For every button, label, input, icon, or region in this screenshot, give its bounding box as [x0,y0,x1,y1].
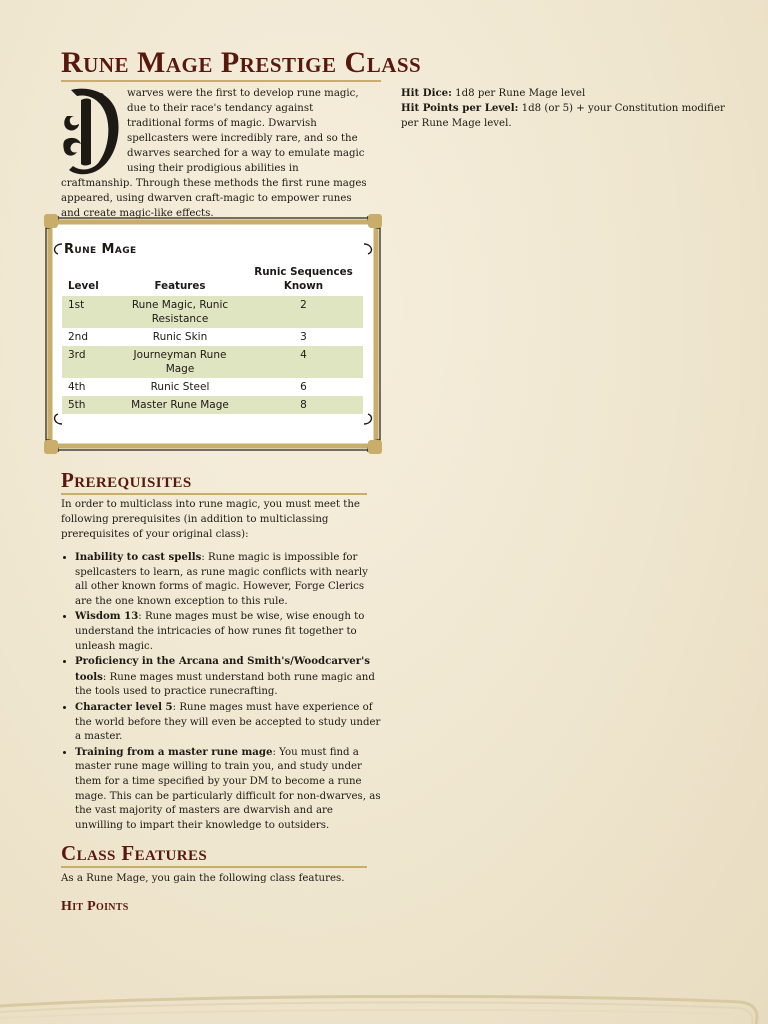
list-item [75,745,381,834]
list-item [75,550,381,609]
list-item [75,654,381,700]
cell-known: 6 [300,381,307,393]
cell-features: Runic Steel [150,381,210,393]
item-term: Character level 5 [75,700,173,713]
prerequisites-list [61,550,381,833]
class-features-intro: As a Rune Mage, you gain the following class features. [61,873,345,884]
page-title: Rune Mage Prestige Class [61,46,422,79]
table-content [62,236,366,414]
table-row [62,378,363,396]
footer-ornament [0,984,768,1024]
hit-dice-label: Hit Dice: [401,87,452,99]
cell-features: Master Rune Mage [131,399,229,411]
cell-features: Runic Skin [152,331,208,343]
prerequisites-underline [61,493,367,495]
hit-dice-value: 1d8 per Rune Mage level [451,88,586,99]
prerequisites-heading: Prerequisites [61,468,192,492]
list-item [75,700,381,745]
item-text: : Rune mages must have experience of the world before they will even be accepted to study under a master. [75,701,381,743]
item-text: : Rune mages must understand both rune magic and the tools used to practice runecrafting. [75,671,375,698]
title-underline [61,80,381,82]
item-term: Wisdom 13 [75,610,139,623]
item-text: : Rune magic is impossible for spellcasters to learn, as rune magic conflicts with nearly all other known forms of magic. However, Forge Clerics are the one known exception to this rule. [75,552,368,607]
cell-features: Journeyman Rune Mage [133,349,227,375]
cell-level: 3rd [68,349,86,361]
cell-known: 4 [300,349,307,361]
hit-points-label: Hit Points per Level: [401,102,519,114]
cell-known: 3 [300,331,307,343]
prerequisites-intro: In order to multiclass into rune magic, you must meet the following prerequisites (in addition to multiclassing prerequisites of your original class): [61,499,360,540]
intro-text: warves were the first to develop rune magic, due to their race's tendancy against traditional forms of magic. Dwarvish spellcasters were incredibly rare, and so the dwarves searched for a way to emulate magic using their prodigious abilities in craftmanship. Through these methods the first rune mages appeared, using dwarven craft-magic to empower runes and create magic-like effects. [61,88,367,219]
header-known: Runic Sequences Known [254,266,353,292]
hit-points-heading: Hit Points [61,899,129,914]
item-term: Proficiency in the Arcana and Smith's/Woodcarver's tools [75,655,370,683]
class-features-underline [61,866,367,868]
class-features-heading: Class Features [61,841,208,865]
cell-level: 4th [68,381,86,393]
item-term: Training from a master rune mage [75,745,273,758]
list-item [75,609,381,654]
item-term: Inability to cast spells [75,551,202,563]
cell-features: Rune Magic, Runic Resistance [131,299,229,325]
table-row [62,396,363,414]
cell-level: 1st [68,299,85,311]
table-title: Rune Mage [64,242,137,257]
dropcap-d [61,86,123,176]
header-features: Features [154,280,206,292]
item-text: : You must find a master rune mage willing to train you, and study under them for a time specified by your DM to become a rune mage. This can be particularly difficult for non-dwarves, as the vast majority of masters are dwarvish and are unwilling to impart their knowledge to outsiders. [75,746,381,831]
cell-level: 5th [68,399,86,411]
cell-level: 2nd [68,331,89,343]
table-row [62,328,363,346]
rune-mage-table [62,263,363,414]
cell-known: 8 [300,399,307,411]
item-text: : Rune mages must be wise, wise enough to understand the intricacies of how runes fit together to unleash magic. [75,611,365,652]
table-row [62,346,363,378]
table-frame [44,214,382,454]
header-level: Level [68,280,99,292]
table-row [62,296,363,328]
intro-paragraph [61,86,367,221]
hit-info [401,86,731,131]
hit-points-value: 1d8 (or 5) + your Constitution modifier per Rune Mage level. [401,103,725,129]
cell-known: 2 [300,299,307,311]
